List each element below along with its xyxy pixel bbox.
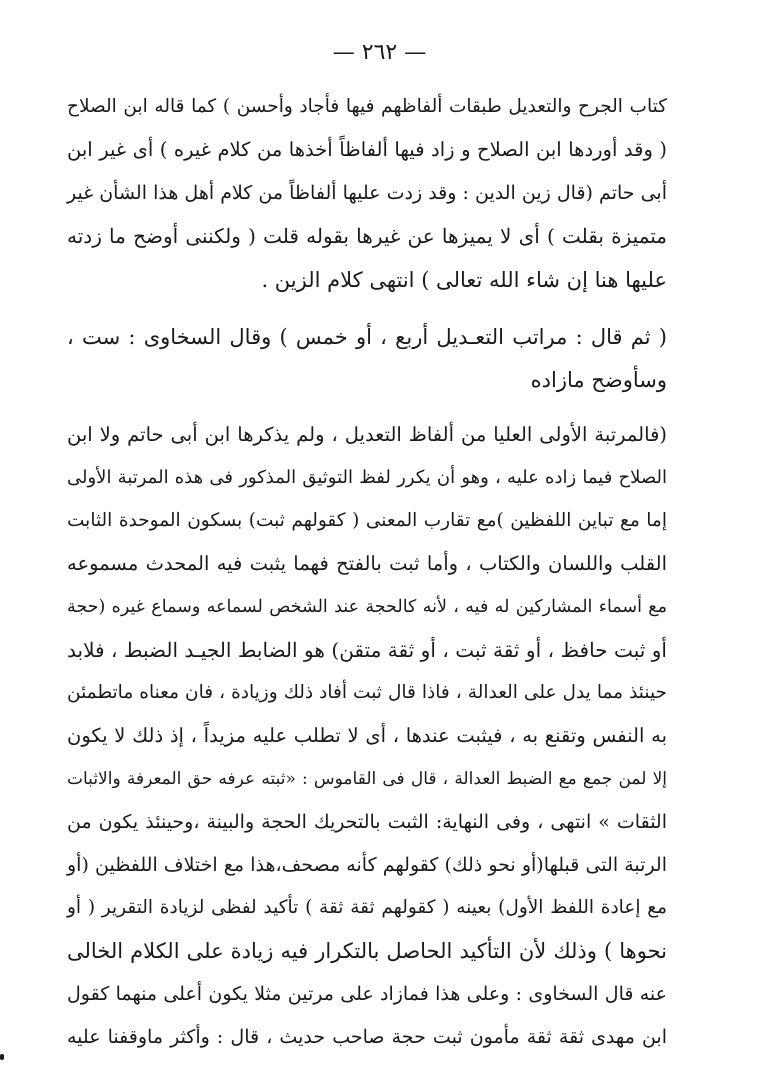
- scan-speck: [0, 1054, 4, 1060]
- text-line: الثقات » انتهى ، وفى النهاية: الثبت بالتحريك الحجة والبينة ،وحينئذ يكون من: [67, 811, 667, 833]
- text-line: أبى حاتم (قال زين الدين : وقد زدت عليها ألفاظاً من كلام أهل هذا الشأن غير: [67, 182, 667, 204]
- text-line: ابن مهدى ثقة ثقة مأمون ثبت حجة صاحب حديث ، قال : وأكثر ماوقفنا عليه: [67, 1026, 667, 1048]
- text-line: (فالمرتبة الأولى العليا من ألفاظ التعديل ، ولم يذكرها ابن أبى حاتم ولا ابن: [67, 423, 667, 446]
- text-line: أو ثبت حافظ ، أو ثقة ثبت ، أو ثقة متقن) هو الضابط الجيـد الضبط ، فلابد: [67, 638, 667, 662]
- text-line: نحوها ) وذلك لأن التأكيد الحاصل بالتكرار فيه زيادة على الكلام الخالى: [67, 939, 667, 963]
- text-line: عليها هنا إن شاء الله تعالى ) انتهى كلام الزين .: [261, 268, 667, 292]
- text-line: حينئذ مما يدل على العدالة ، فاذا قال ثبت أفاد ذلك وزيادة ، فان معناه ماتطمئن: [67, 682, 667, 703]
- text-line: الرتبة التى قبلها(أو نحو ذلك) كقولهم كأنه مصحف،هذا مع اختلاف اللفظين (أو: [67, 854, 667, 876]
- text-line: إما مع تباين اللفظين )مع تقارب المعنى ( كقولهم ثبت) بسكون الموحدة الثابت: [67, 510, 667, 531]
- text-line: مع أسماء المشاركين له فيه ، لأنه كالحجة عند الشخص لسماعه وسماع غيره (حجة: [67, 597, 667, 617]
- text-line: مع إعادة اللفظ الأول) بعينه ( كقولهم ثقة ثقة ) تأكيد لفظى لزيادة التقرير ( أو: [67, 897, 667, 918]
- text-line: متميزة بقلت ) أى لا يميزها عن غيرها بقوله قلت ( ولكننى أوضح ما زدته: [67, 224, 667, 248]
- text-line: عنه قال السخاوى : وعلى هذا فمازاد على مرتين مثلا يكون أعلى منهما كقول: [67, 983, 667, 1005]
- text-line: القلب واللسان والكتاب ، وأما ثبت بالفتح فهما يثبت فيه المحدث مسموعه: [67, 552, 667, 575]
- text-line: وسأوضح مازاده: [530, 368, 667, 392]
- text-line: ( ثم قال : مراتب التعـديل أربع ، أو خمس ) وقال السخاوى : ست ،: [67, 325, 667, 349]
- text-line: الصلاح فيما زاده عليه ، وهو أن يكرر لفظ التوثيق المذكور فى هذه المرتبة الأولى: [67, 467, 667, 488]
- text-line: كتاب الجرح والتعديل طبقات ألفاظهم فيها فأجاد وأحسن ) كما قاله ابن الصلاح: [67, 96, 667, 117]
- text-line: ( وقد أوردها ابن الصلاح و زاد فيها ألفاظاً أخذها من كلام غيره ) أى غير ابن: [67, 138, 667, 161]
- text-line: به النفس وتقنع به ، فيثبت عندها ، أى لا تطلب عليه مزيداً ، إذ ذلك لا يكون: [67, 724, 667, 747]
- text-line: إلا لمن جمع مع الضبط العدالة ، قال فى القاموس : «ثبته عرفه حق المعرفة والاثبات: [67, 769, 667, 789]
- page-number: — ٢٦٢ —: [332, 40, 427, 65]
